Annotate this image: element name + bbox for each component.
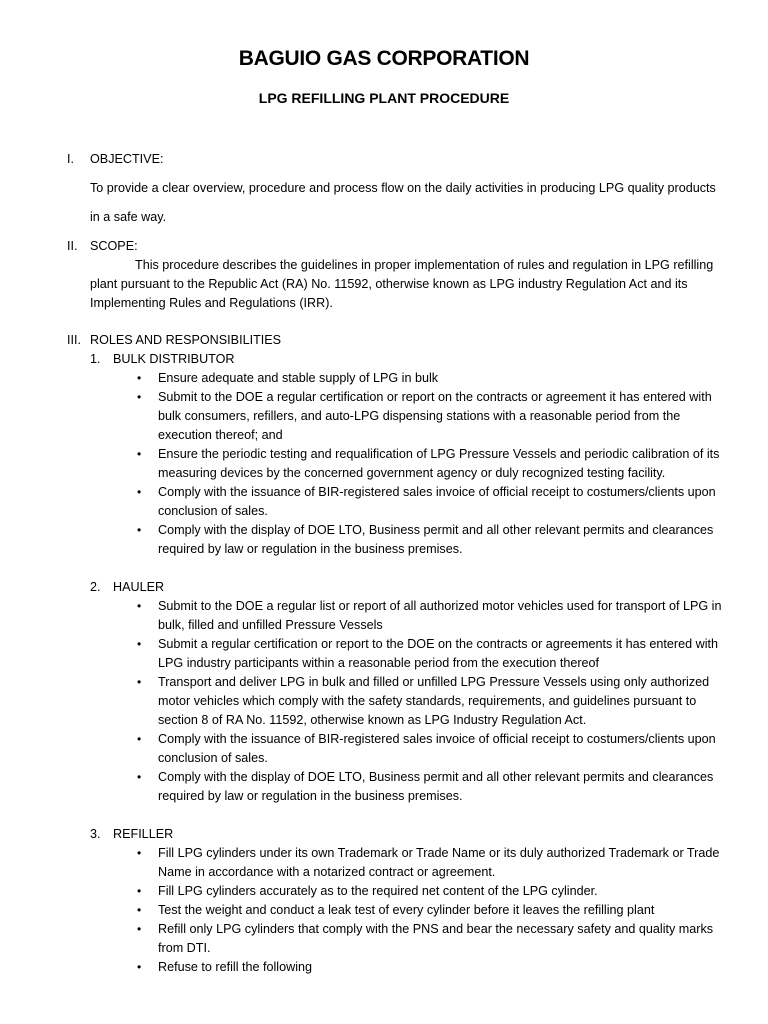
bullet-icon: • xyxy=(137,846,142,860)
list-item: • Comply with the issuance of BIR-registered sales invoice of official receipt to costumers/clients upon conclusion of sales. xyxy=(137,485,716,518)
section-number: I. xyxy=(67,152,74,166)
list-item: • Fill LPG cylinders accurately as to the required net content of the LPG cylinder. xyxy=(135,882,727,901)
bulk-distributor-list xyxy=(135,369,727,559)
list-item: • Comply with the issuance of BIR-registered sales invoice of official receipt to costumers/clients upon conclusion of sales. xyxy=(137,732,716,765)
bullet-icon: • xyxy=(137,922,142,936)
bullet-icon: • xyxy=(137,675,142,689)
list-item: • Ensure the periodic testing and requalification of LPG Pressure Vessels and periodic calibration of its measuring devices by the concerned government agency or duly recognized testing facility. xyxy=(137,447,720,480)
roles-section xyxy=(67,331,727,977)
bullet-icon: • xyxy=(137,770,142,784)
objective-section xyxy=(67,150,727,227)
bullet-icon: • xyxy=(137,884,142,898)
bullet-icon: • xyxy=(137,523,142,537)
document-title: LPG REFILLING PLANT PROCEDURE xyxy=(258,90,510,106)
scope-section xyxy=(67,237,727,313)
section-heading: SCOPE: xyxy=(90,239,138,253)
bullet-icon: • xyxy=(137,447,142,461)
scope-paragraph: This procedure describes the guidelines in proper implementation of rules and regulation in LPG refilling plant pursuant to the Republic Act (RA) No. 11592, otherwise known as LPG industry Regulation Act and its Implementing Rules and Regulations (IRR). xyxy=(90,258,714,310)
list-item: • Submit to the DOE a regular certification or report on the contracts or agreement it has entered with bulk consumers, refillers, and auto-LPG dispensing stations with a reasonable period from the execution thereof; and xyxy=(137,390,712,442)
bullet-icon: • xyxy=(137,390,142,404)
section-heading: OBJECTIVE: xyxy=(90,152,164,166)
list-item: • Test the weight and conduct a leak test of every cylinder before it leaves the refilling plant xyxy=(135,901,727,920)
objective-line-1: To provide a clear overview, procedure and process flow on the daily activities in producing LPG quality products xyxy=(90,181,716,195)
refiller-list xyxy=(135,844,727,977)
subsection-heading-bulk-distributor: 1. BULK DISTRIBUTOR xyxy=(90,352,235,366)
section-number: III. xyxy=(67,333,81,347)
bullet-icon: • xyxy=(137,732,142,746)
list-item: • Ensure adequate and stable supply of LPG in bulk xyxy=(135,369,727,388)
bullet-icon: • xyxy=(137,637,142,651)
list-item: • Comply with the display of DOE LTO, Business permit and all other relevant permits and clearances required by law or regulation in the business premises. xyxy=(137,770,714,803)
list-item: • Refuse to refill the following xyxy=(135,958,727,977)
subsection-heading-refiller: 3. REFILLER xyxy=(90,827,174,841)
list-item: • Submit to the DOE a regular list or report of all authorized motor vehicles used for transport of LPG in bulk, filled and unfilled Pressure Vessels xyxy=(137,599,722,632)
company-title: BAGUIO GAS CORPORATION xyxy=(238,47,530,70)
subsection-heading-hauler: 2. HAULER xyxy=(90,580,165,594)
list-item: • Comply with the display of DOE LTO, Business permit and all other relevant permits and clearances required by law or regulation in the business premises. xyxy=(137,523,714,556)
list-item: • Submit a regular certification or report to the DOE on the contracts or agreements it has entered with LPG industry participants within a reasonable period from the execution thereof xyxy=(137,637,718,670)
bullet-icon: • xyxy=(137,485,142,499)
objective-line-2: in a safe way. xyxy=(90,210,167,224)
section-heading: ROLES AND RESPONSIBILITIES xyxy=(90,333,282,347)
list-item: • Transport and deliver LPG in bulk and filled or unfilled LPG Pressure Vessels using only authorized motor vehicles which comply with the safety standards, requirements, and guidelines pursuant to section 8 of RA No. 11592, otherwise known as LPG Industry Regulation Act. xyxy=(137,675,710,727)
hauler-list xyxy=(135,597,727,806)
bullet-icon: • xyxy=(137,960,142,974)
bullet-icon: • xyxy=(137,903,142,917)
section-number: II. xyxy=(67,239,78,253)
bullet-icon: • xyxy=(137,371,142,385)
bullet-icon: • xyxy=(137,599,142,613)
list-item: • Refill only LPG cylinders that comply with the PNS and bear the necessary safety and quality marks from DTI. xyxy=(137,922,714,955)
list-item: • Fill LPG cylinders under its own Trademark or Trade Name or its duly authorized Trademark or Trade Name in accordance with a notarized contract or agreement. xyxy=(137,846,720,879)
